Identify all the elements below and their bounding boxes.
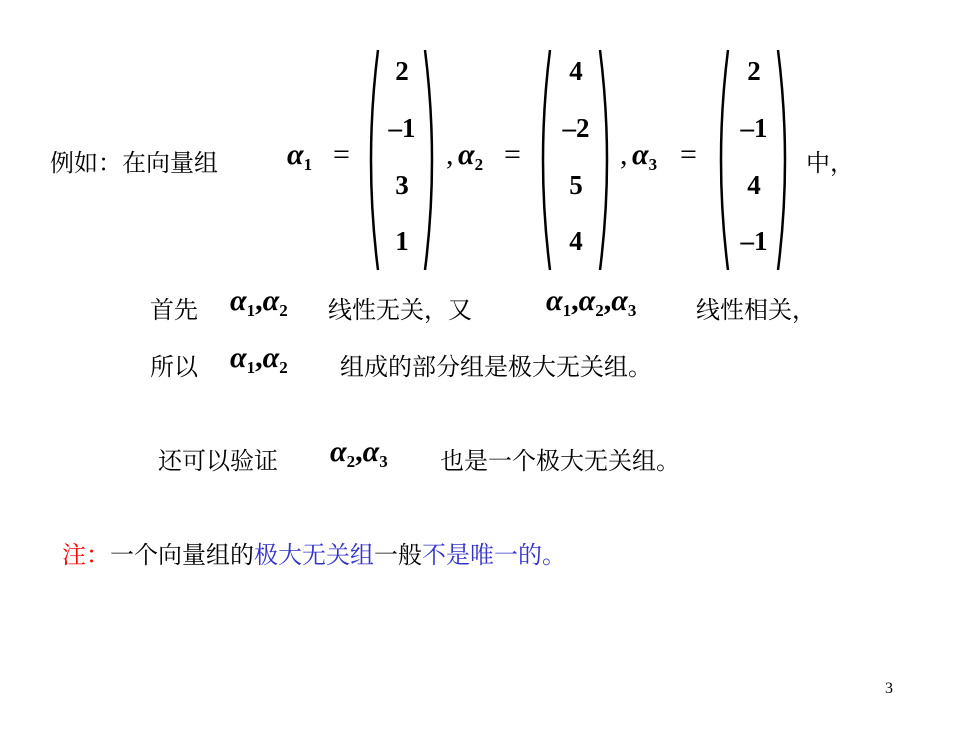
line4-first-text: 还可以验证 (158, 447, 278, 475)
note-label: 注： (62, 541, 110, 569)
comma-1: , (446, 138, 454, 171)
right-paren-v2 (598, 48, 616, 272)
vector3-entry: 2 (747, 56, 761, 86)
page-number: 3 (885, 680, 893, 697)
example-intro-text: 例如：在向量组 (50, 149, 218, 177)
line3-first-text: 所以 (150, 353, 198, 381)
vector2-entry: 4 (569, 56, 583, 86)
alpha2-alpha3-math: $\alpha_2,\alpha_3$ (330, 435, 388, 471)
line2-dependent-text: 线性相关， (696, 296, 816, 324)
alpha1-alpha2-math: $\alpha_1,\alpha_2$ (230, 341, 288, 377)
line1-suffix-text: 中， (806, 149, 854, 177)
line2-first-text: 首先 (150, 296, 198, 324)
equals-sign-1: = (333, 138, 350, 171)
vector2-entry: 4 (569, 226, 583, 256)
note-highlight-2: 不是唯一的。 (422, 541, 566, 569)
alpha123-math: $\alpha_1,\alpha_2,\alpha_3$ (546, 284, 637, 320)
note-text-1: 一个向量组的 (110, 541, 254, 569)
vector2-entry: 5 (569, 170, 583, 200)
line3-conclusion-text: 组成的部分组是极大无关组。 (340, 353, 652, 381)
vector2-entry: –2 (562, 113, 590, 143)
comma-2: , (620, 138, 628, 171)
alpha3-label: $\alpha_3$ (632, 138, 658, 174)
vector1-entry: –1 (388, 113, 416, 143)
alpha1-alpha2-math: $\alpha_1,\alpha_2$ (230, 284, 288, 320)
right-paren-v1 (423, 48, 441, 272)
vector1-entry: 3 (395, 170, 409, 200)
vector3-entry: –1 (740, 226, 768, 256)
right-paren-v3 (776, 48, 794, 272)
line4-conclusion-text: 也是一个极大无关组。 (440, 447, 680, 475)
vector1-entry: 2 (395, 56, 409, 86)
line2-independent-text: 线性无关，又 (328, 296, 472, 324)
note-text-2: 一般 (374, 541, 422, 569)
vector3-entry: 4 (747, 170, 761, 200)
vector1-entry: 1 (395, 226, 409, 256)
equals-sign-2: = (504, 138, 521, 171)
note-line (62, 535, 566, 570)
vector3-entry: –1 (740, 113, 768, 143)
equals-sign-3: = (680, 138, 697, 171)
note-highlight-1: 极大无关组 (254, 541, 374, 569)
alpha2-label: $\alpha_2$ (458, 138, 484, 174)
alpha1-label: $\alpha_1$ (287, 138, 313, 174)
